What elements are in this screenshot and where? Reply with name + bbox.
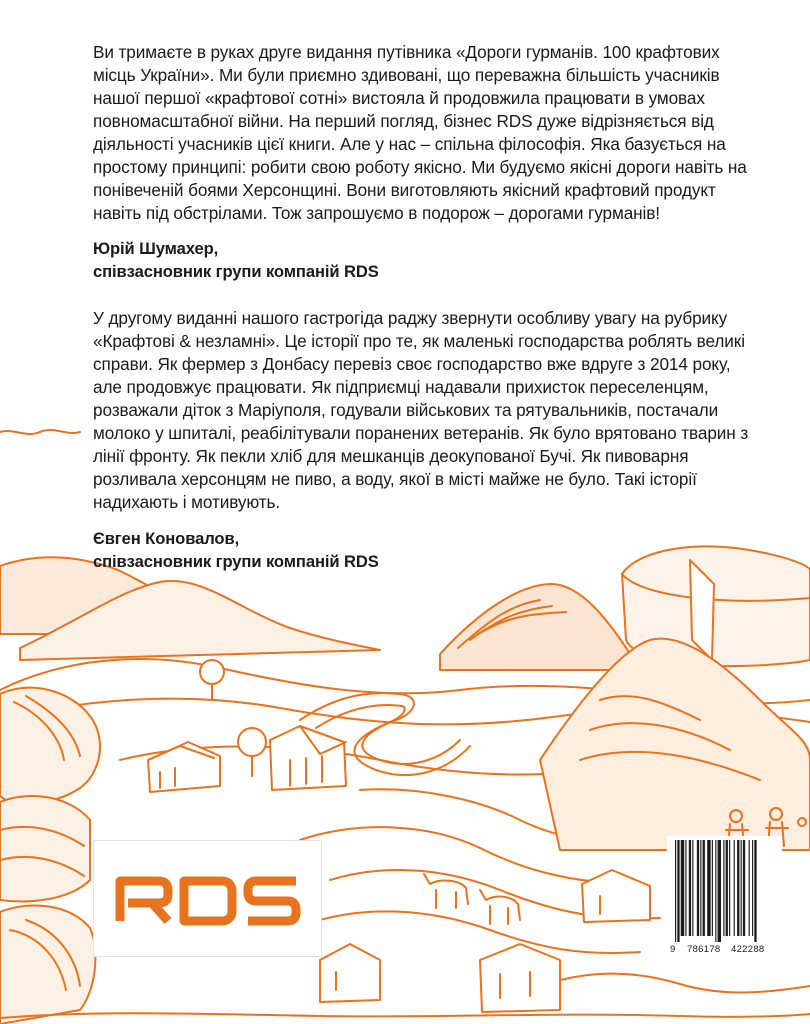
barcode-bar	[734, 840, 735, 936]
tree-center	[238, 728, 266, 776]
house-left	[148, 742, 220, 792]
house-bottom-center	[480, 944, 560, 1012]
barcode-bar	[741, 840, 742, 936]
barcode-bar	[685, 840, 686, 936]
bread-loaf-bottom	[0, 796, 90, 901]
barcode-bar	[723, 840, 724, 936]
barcode-bar	[700, 840, 701, 936]
barcode-bars	[667, 836, 782, 944]
intro-paragraph-2	[93, 307, 753, 514]
rds-logo-box	[93, 840, 322, 957]
intro-paragraph-1	[93, 41, 753, 225]
mountain-right	[440, 584, 640, 670]
signature-role: співзасновник групи компаній RDS	[93, 552, 379, 571]
barn-center	[270, 726, 346, 790]
signature-1	[93, 237, 753, 283]
barcode-bar	[754, 840, 756, 942]
bread-loaf-low	[0, 905, 95, 1024]
tree-left	[200, 660, 224, 700]
barcode-bar	[715, 840, 716, 942]
barcode-bar	[697, 840, 699, 936]
isbn-group-1: 786178	[687, 944, 721, 955]
barcode-bar	[718, 840, 721, 942]
barcode-bar	[752, 840, 753, 936]
barcode-bar	[726, 840, 728, 936]
signature-2	[93, 527, 753, 573]
goat-one	[424, 874, 468, 908]
barcode-bar	[707, 840, 710, 936]
barcode-bar	[675, 840, 676, 942]
barcode-bar	[703, 840, 705, 936]
paragraph-text: У другому виданні нашого гастрогіда раджу звернути особливу увагу на рубрику «Крафтові & незламні». Це історії про те, як маленькі господарства роблять великі справи. Як фермер з Донбасу перевіз своє господарство вже вдруге з 2014 року, але продовжує працювати. Як підприємці надавали прихисток переселенцям, розважали діток з Маріуполя, годували військових та рятувальників, постачали молоко у шпиталі, реабілітували поранених ветеранів. Як було врятовано тварин з лінії фронту. Як пекли хліб для мешканців деокупованої Бучі. Як пивоварня розливала херсонцям не пиво, а воду, якої в місті майже не було. Такі історії надихають і мотивують.	[93, 308, 749, 512]
signature-role: співзасновник групи компаній RDS	[93, 262, 379, 281]
barcode-bar	[712, 840, 713, 936]
barcode-bar	[737, 840, 739, 936]
barcode-bar	[729, 840, 730, 936]
isbn-barcode	[667, 836, 782, 963]
paragraph-text: Ви тримаєте в руках друге видання путівника «Дороги гурманів. 100 крафтових місць України». Ми були приємно здивовані, що переважна більшість учасників нашої першої «крафтової сотні» вистояла й продовжила працювати в умовах повномасштабної війни. На перший погляд, бізнес RDS дуже відрізняється від діяльності учасників цієї книги. Але у нас – спільна філософія. Яка базується на простому принципі: робити свою роботу якісно. Ми будуємо якісні дороги навіть на понівеченій боями Херсонщині. Вони виготовляють якісний крафтовий продукт навіть під обстрілами. Тож запрошуємо в подорож – дорогами гурманів!	[93, 42, 747, 223]
barcode-bar	[749, 840, 750, 936]
signature-name: Юрій Шумахер,	[93, 239, 219, 258]
house-bottom-right	[582, 870, 650, 922]
decorative-squiggle	[0, 430, 80, 434]
barcode-bar	[681, 840, 684, 936]
house-bottom-left	[320, 944, 380, 1002]
signature-name: Євген Коновалов,	[93, 529, 240, 548]
isbn-prefix: 9	[670, 944, 676, 955]
barcode-bar	[677, 840, 679, 942]
rds-logo	[94, 841, 321, 956]
barcode-bar	[743, 840, 745, 936]
barcode-bar	[692, 840, 693, 936]
barcode-bar	[689, 840, 691, 936]
isbn-group-2: 422288	[731, 944, 765, 955]
